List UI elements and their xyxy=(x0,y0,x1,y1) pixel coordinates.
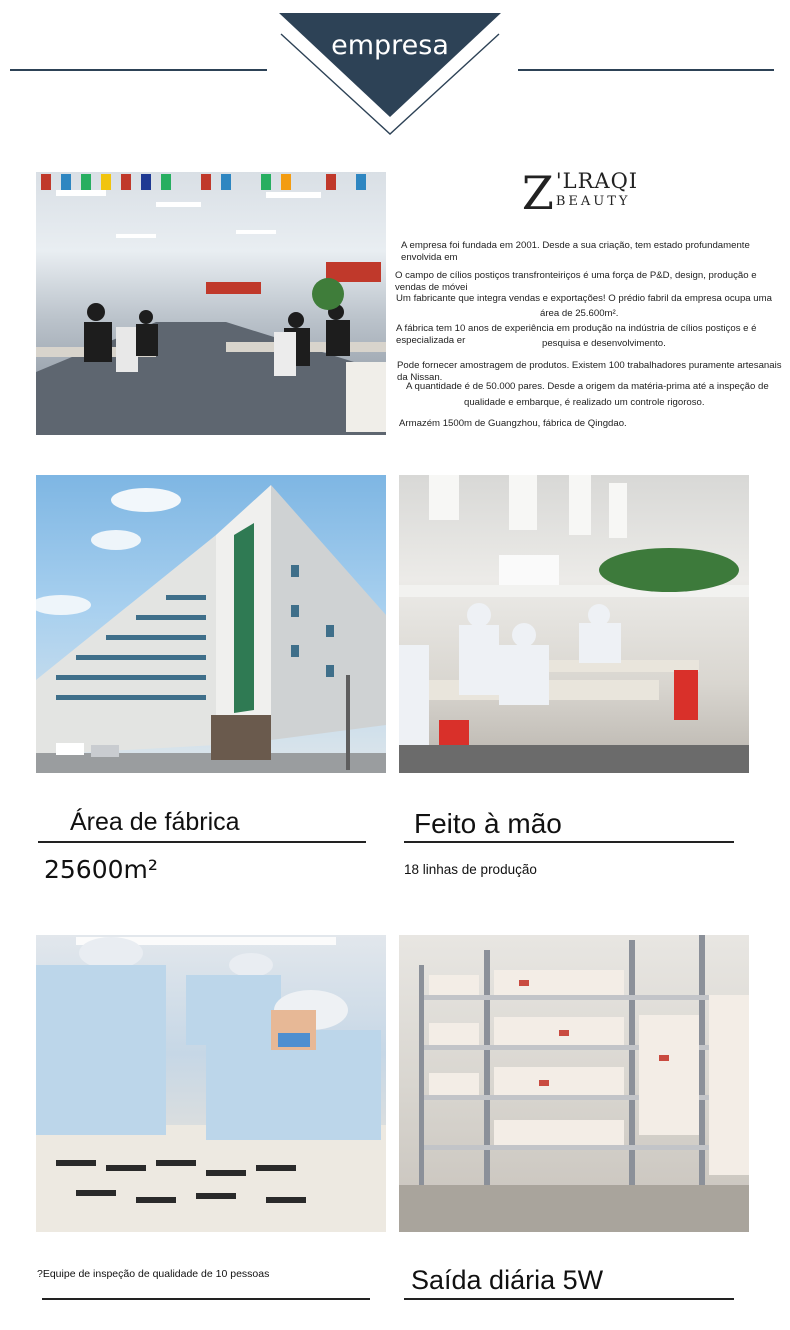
about-line-10: Armazém 1500m de Guangzhou, fábrica de Qingdao. xyxy=(399,418,627,429)
about-line-7: Pode fornecer amostragem de produtos. Existem 100 trabalhadores puramente artesanais da Nissan. xyxy=(397,360,782,383)
quality-team-text: ?Equipe de inspeção de qualidade de 10 pessoas xyxy=(37,1268,270,1280)
logo-wordmark: 'LRAQI xyxy=(555,169,639,193)
factory-area-value: 25600m² xyxy=(44,855,158,884)
about-line-3: Um fabricante que integra vendas e exportações! O prédio fabril da empresa ocupa uma xyxy=(396,293,772,304)
handmade-rule xyxy=(404,841,734,843)
section-title: empresa xyxy=(331,30,449,61)
brand-logo xyxy=(400,168,760,218)
daily-output-title: Saída diária 5W xyxy=(411,1265,604,1295)
about-line-1: A empresa foi fundada em 2001. Desde a sua criação, tem estado profundamente envolvida em xyxy=(401,240,750,263)
factory-area-title: Área de fábrica xyxy=(70,808,240,836)
header-rule-right xyxy=(518,69,774,71)
about-line-9: qualidade e embarque, é realizado um controle rigoroso. xyxy=(464,397,705,408)
warehouse-photo xyxy=(399,935,749,1232)
about-line-5: A fábrica tem 10 anos de experiência em produção na indústria de cílios postiços e é especializada er xyxy=(396,323,757,346)
factory-building-photo xyxy=(36,475,386,773)
logo-subtitle: BEAUTY xyxy=(555,194,631,209)
about-line-8: A quantidade é de 50.000 pares. Desde a origem da matéria-prima até a inspeção de xyxy=(406,381,769,392)
handmade-title: Feito à mão xyxy=(414,808,562,839)
office-photo xyxy=(36,172,386,435)
about-line-6: pesquisa e desenvolvimento. xyxy=(542,338,666,349)
about-line-2: O campo de cílios postiços transfronteiriços é uma força de P&D, design, produção e vendas de móvei xyxy=(395,270,757,293)
logo-letter: Z xyxy=(521,166,554,220)
daily-output-rule xyxy=(404,1298,734,1300)
header-rule-left xyxy=(10,69,267,71)
quality-team-rule xyxy=(42,1298,370,1300)
handmade-value: 18 linhas de produção xyxy=(404,862,537,877)
production-workshop-photo xyxy=(399,475,749,773)
handmade-workers-photo xyxy=(36,935,386,1232)
about-line-4: área de 25.600m². xyxy=(540,308,619,319)
factory-area-rule xyxy=(38,841,366,843)
